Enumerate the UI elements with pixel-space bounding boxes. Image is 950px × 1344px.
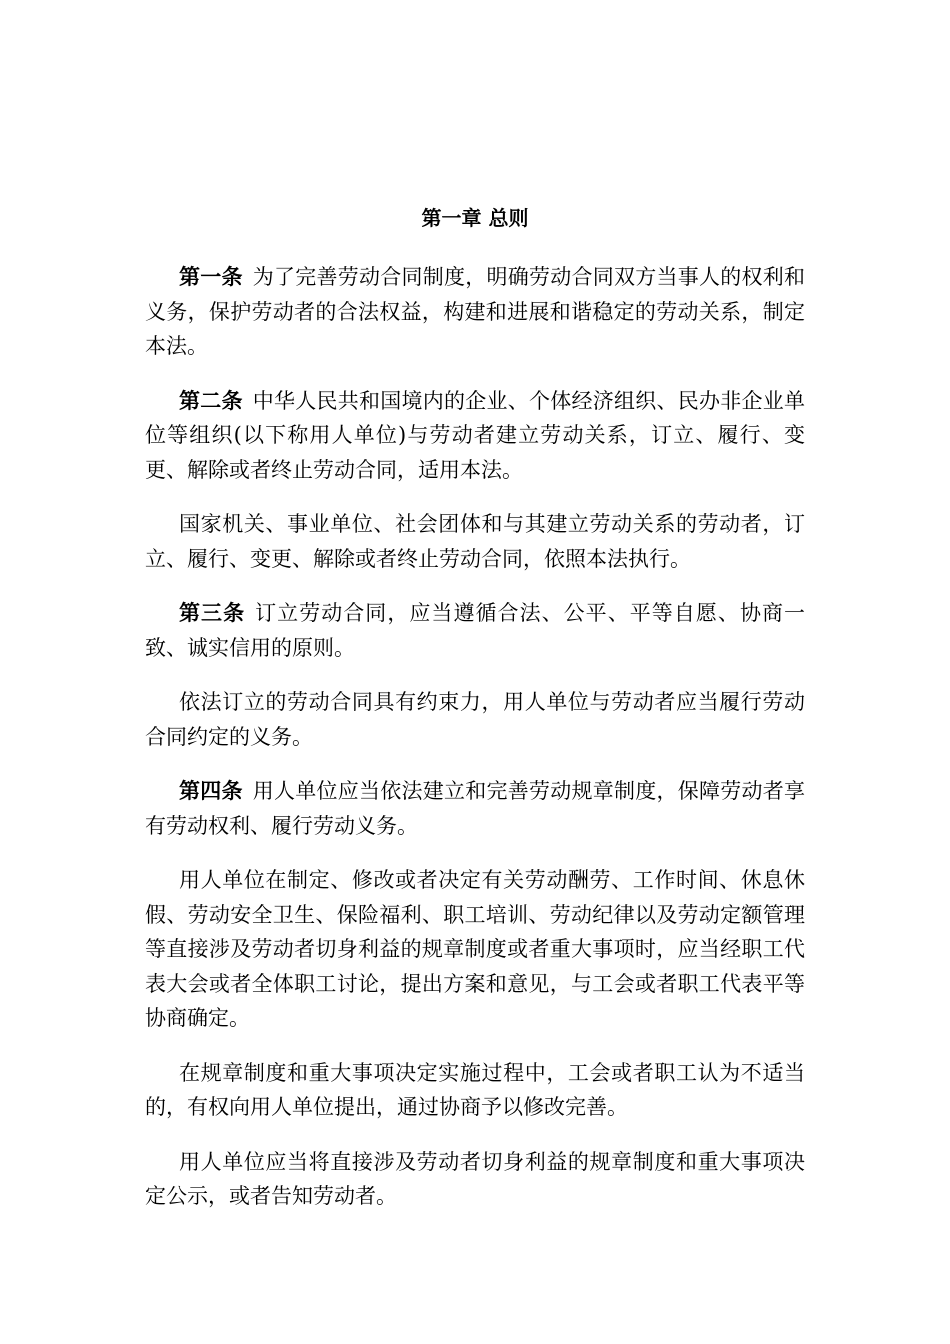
paragraph bbox=[145, 685, 805, 754]
paragraph-text: 订立劳动合同，应当遵循合法、公平、平等自愿、协商一致、诚实信用的原则。 bbox=[145, 601, 806, 660]
article-paragraph bbox=[145, 774, 805, 843]
article-paragraph bbox=[145, 596, 805, 665]
article-paragraph bbox=[145, 260, 805, 364]
paragraph-text: 在规章制度和重大事项决定实施过程中，工会或者职工认为不适当的，有权向用人单位提出，通过协商予以修改完善。 bbox=[145, 1060, 805, 1119]
paragraph bbox=[145, 1056, 805, 1125]
paragraph-text: 为了完善劳动合同制度，明确劳动合同双方当事人的权利和义务，保护劳动者的合法权益，构建和进展和谐稳定的劳动关系，制定本法。 bbox=[145, 265, 805, 358]
paragraph bbox=[145, 507, 805, 576]
document-body bbox=[145, 260, 805, 1234]
chapter-title: 第一章 总则 bbox=[421, 206, 529, 230]
article-label: 第二条 bbox=[179, 387, 243, 413]
paragraph bbox=[145, 1145, 805, 1214]
article-label: 第三条 bbox=[179, 600, 246, 625]
paragraph bbox=[145, 863, 805, 1036]
article-paragraph bbox=[145, 384, 805, 488]
paragraph-text: 依法订立的劳动合同具有约束力，用人单位与劳动者应当履行劳动合同约定的义务。 bbox=[145, 690, 805, 749]
article-label: 第四条 bbox=[179, 778, 243, 803]
paragraph-text: 中华人民共和国境内的企业、个体经济组织、民办非企业单位等组织(以下称用人单位)与劳动者建立劳动关系，订立、履行、变更、解除或者终止劳动合同，适用本法。 bbox=[145, 388, 805, 482]
paragraph-text: 用人单位在制定、修改或者决定有关劳动酬劳、工作时间、休息休假、劳动安全卫生、保险福利、职工培训、劳动纪律以及劳动定额管理等直接涉及劳动者切身利益的规章制度或者重大事项时，应当经职工代表大会或者全体职工讨论，提出方案和意见，与工会或者职工代表平等协商确定。 bbox=[145, 868, 805, 1030]
article-label: 第一条 bbox=[179, 264, 243, 289]
paragraph-text: 用人单位应当将直接涉及劳动者切身利益的规章制度和重大事项决定公示，或者告知劳动者。 bbox=[145, 1149, 805, 1208]
paragraph-text: 国家机关、事业单位、社会团体和与其建立劳动关系的劳动者，订立、履行、变更、解除或者终止劳动合同，依照本法执行。 bbox=[145, 512, 805, 571]
paragraph-text: 用人单位应当依法建立和完善劳动规章制度，保障劳动者享有劳动权利、履行劳动义务。 bbox=[145, 779, 805, 838]
